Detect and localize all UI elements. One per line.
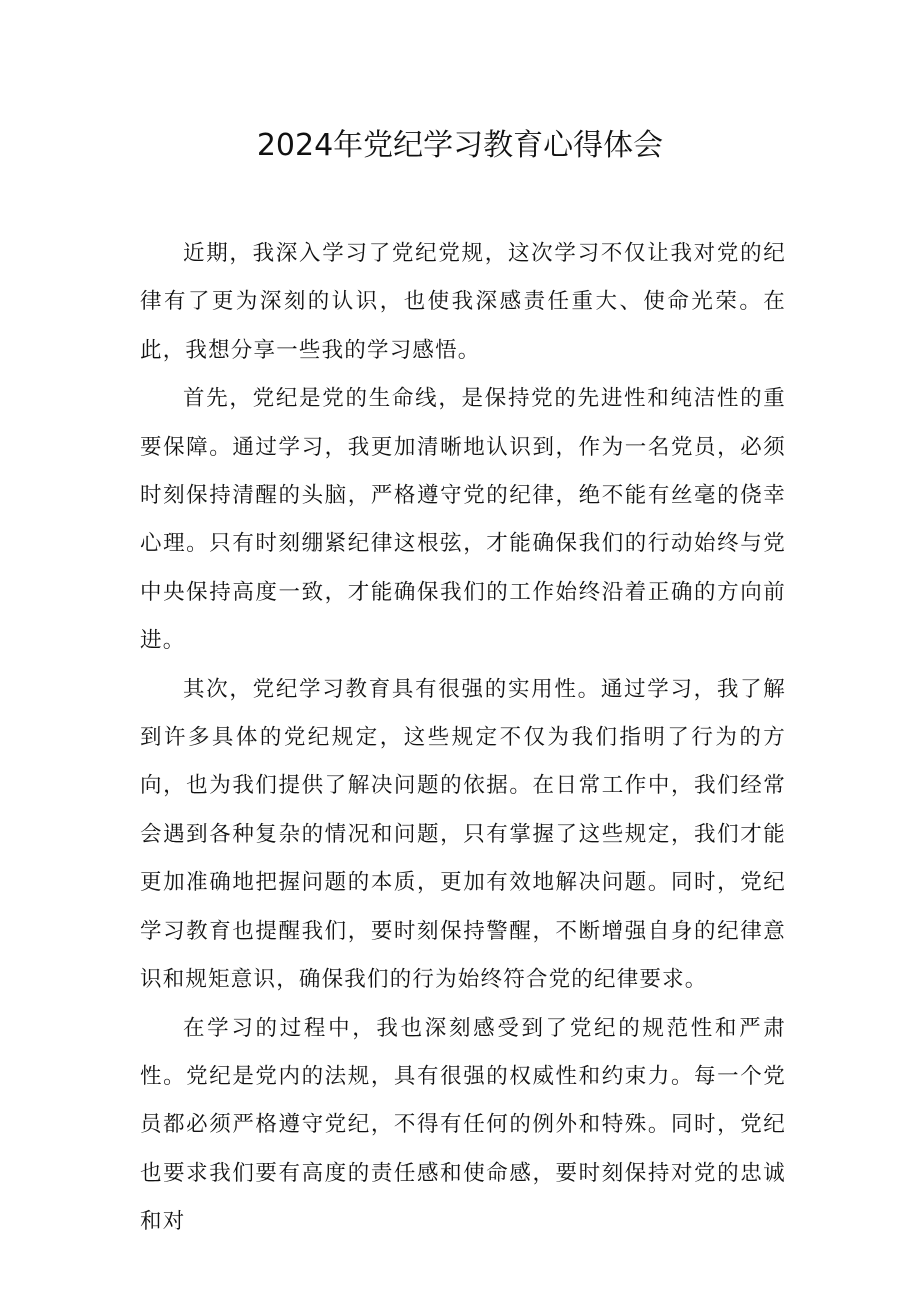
document-body <box>140 230 786 1247</box>
paragraph-third-point: 在学习的过程中，我也深刻感受到了党纪的规范性和严肃性。党纪是党内的法规，具有很强的权威性和约束力。每一个党员都必须严格遵守党纪，不得有任何的例外和特殊。同时，党纪也要求我们要有高度的责任感和使命感，要时刻保持对党的忠诚和对 <box>140 1015 786 1235</box>
paragraph-first-point: 首先，党纪是党的生命线，是保持党的先进性和纯洁性的重要保障。通过学习，我更加清晰地认识到，作为一名党员，必须时刻保持清醒的头脑，严格遵守党的纪律，绝不能有丝毫的侥幸心理。只有时刻绷紧纪律这根弦，才能确保我们的行动始终与党中央保持高度一致，才能确保我们的工作始终沿着正确的方向前进。 <box>140 386 786 654</box>
paragraph-second-point: 其次，党纪学习教育具有很强的实用性。通过学习，我了解到许多具体的党纪规定，这些规定不仅为我们指明了行为的方向，也为我们提供了解决问题的依据。在日常工作中，我们经常会遇到各种复杂的情况和问题，只有掌握了这些规定，我们才能更加准确地把握问题的本质，更加有效地解决问题。同时，党纪学习教育也提醒我们，要时刻保持警醒，不断增强自身的纪律意识和规矩意识，确保我们的行为始终符合党的纪律要求。 <box>140 676 786 993</box>
paragraph-intro: 近期，我深入学习了党纪党规，这次学习不仅让我对党的纪律有了更为深刻的认识，也使我深感责任重大、使命光荣。在此，我想分享一些我的学习感悟。 <box>140 241 786 363</box>
document-title: 2024年党纪学习教育心得体会 <box>256 128 664 163</box>
